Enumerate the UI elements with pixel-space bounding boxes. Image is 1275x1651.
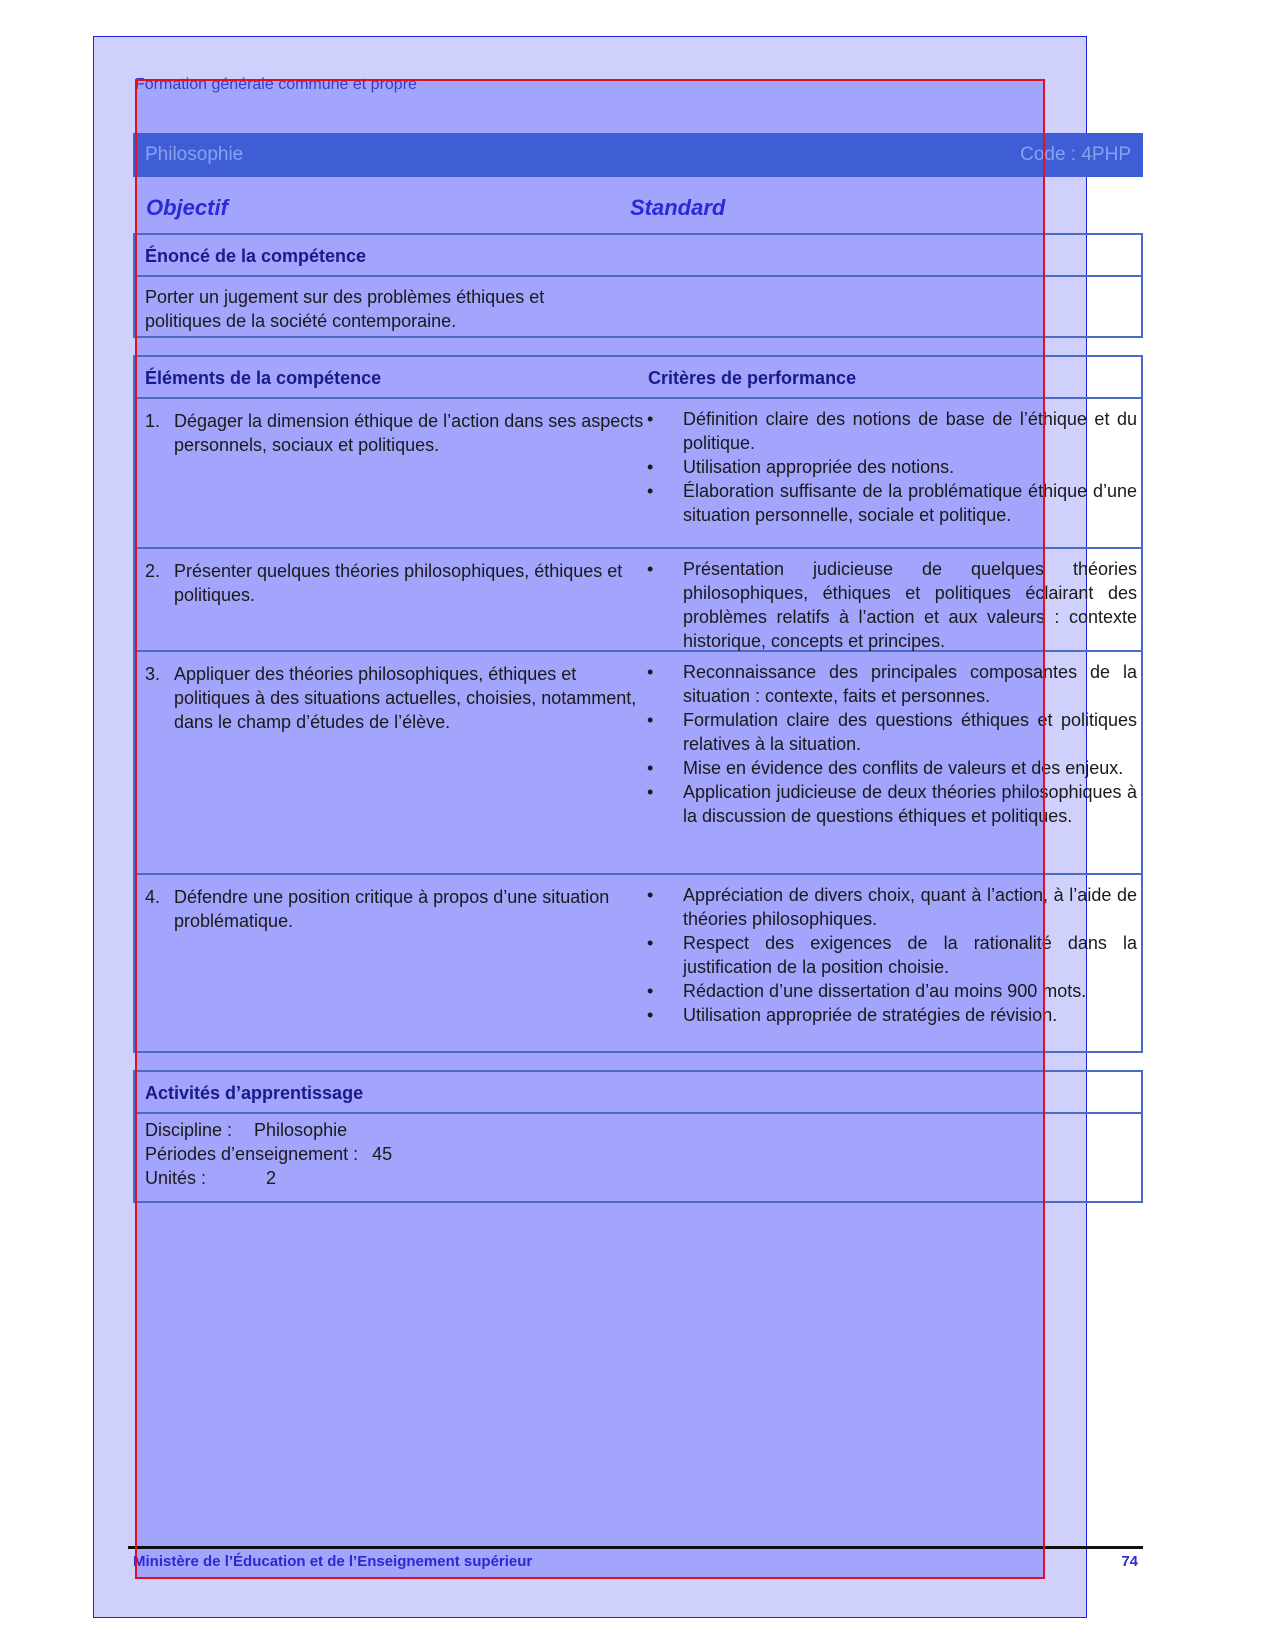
standard-tag: Standard (630, 195, 726, 220)
course-subject: Philosophie (145, 144, 244, 165)
element-text: 3. Appliquer des théories philosophiques, éthiques et politiques à des situations actuelles, choisies, notamment, dans le champ d’études de l’élève. (145, 664, 637, 732)
page-number: 74 (1121, 1553, 1138, 1570)
table-row (135, 875, 1141, 1051)
criterion: • Utilisation appropriée de stratégies de révision. (647, 1003, 1137, 1027)
criterion: • Rédaction d’une dissertation d’au moins 900 mots. (647, 979, 1137, 1003)
activites-box (133, 1070, 1143, 1203)
course-code: Code : 4PHP (1020, 144, 1131, 165)
criterion: • Respect des exigences de la rationalité dans la justification de la position choisie. (647, 931, 1137, 979)
activites-details (135, 1114, 1141, 1200)
criterion: • Appréciation de divers choix, quant à l’action, à l’aide de théories philosophiques. (647, 883, 1137, 931)
criteria-list (647, 883, 1137, 1027)
element-text: 4. Défendre une position critique à propos d’une situation problématique. (145, 887, 610, 931)
enonce-heading: Énoncé de la compétence (135, 235, 1141, 277)
activites-heading: Activités d’apprentissage (135, 1072, 1141, 1114)
discipline-line: Discipline : Philosophie (145, 1120, 348, 1140)
criterion: • Élaboration suffisante de la problématique éthique d’une situation personnelle, sociale et politique. (647, 479, 1137, 527)
footer (133, 1553, 1138, 1570)
unites-value: 2 (266, 1168, 277, 1188)
criteria-list (647, 557, 1137, 653)
unites-line: Unités : 2 (145, 1168, 277, 1188)
footer-divider (128, 1546, 1143, 1549)
criterion: • Application judicieuse de deux théories philosophiques à la discussion de questions éthiques et politiques. (647, 780, 1137, 828)
element-text: 1. Dégager la dimension éthique de l’action dans ses aspects personnels, sociaux et politiques. (145, 411, 644, 455)
criterion: • Définition claire des notions de base de l’éthique et du politique. (647, 407, 1137, 455)
criterion: • Utilisation appropriée des notions. (647, 455, 1137, 479)
table-row (135, 549, 1141, 652)
periodes-value: 45 (372, 1144, 393, 1164)
objectif-tag: Objectif (146, 195, 228, 220)
discipline-value: Philosophie (254, 1120, 348, 1140)
course-title-band (133, 133, 1143, 177)
criterion: • Mise en évidence des conflits de valeurs et des enjeux. (647, 756, 1137, 780)
criteria-list (647, 660, 1137, 828)
table-row (135, 399, 1141, 549)
criteria-heading: Critères de performance (648, 368, 857, 388)
element-text: 2. Présenter quelques théories philosophiques, éthiques et politiques. (145, 561, 623, 605)
enonce-text: Porter un jugement sur des problèmes éthiques et politiques de la société contemporaine. (145, 287, 545, 331)
elements-heading: Éléments de la compétence (145, 368, 382, 388)
table-row (135, 652, 1141, 875)
periodes-line: Périodes d’enseignement : 45 (145, 1144, 393, 1164)
competence-table (133, 355, 1143, 1053)
criterion: • Formulation claire des questions éthiques et politiques relatives à la situation. (647, 708, 1137, 756)
criterion: • Présentation judicieuse de quelques théories philosophiques, éthiques et politiques éclairant des problèmes relatifs à l’action et aux valeurs : contexte historique, concepts et principes. (647, 557, 1137, 653)
footer-ministry: Ministère de l’Éducation et de l’Enseignement supérieur (133, 1553, 533, 1570)
breadcrumb: Formation générale commune et propre (135, 76, 417, 93)
criteria-list (647, 407, 1137, 527)
competence-table-header (135, 357, 1141, 399)
criterion: • Reconnaissance des principales composantes de la situation : contexte, faits et personnes. (647, 660, 1137, 708)
enonce-box (133, 233, 1143, 338)
